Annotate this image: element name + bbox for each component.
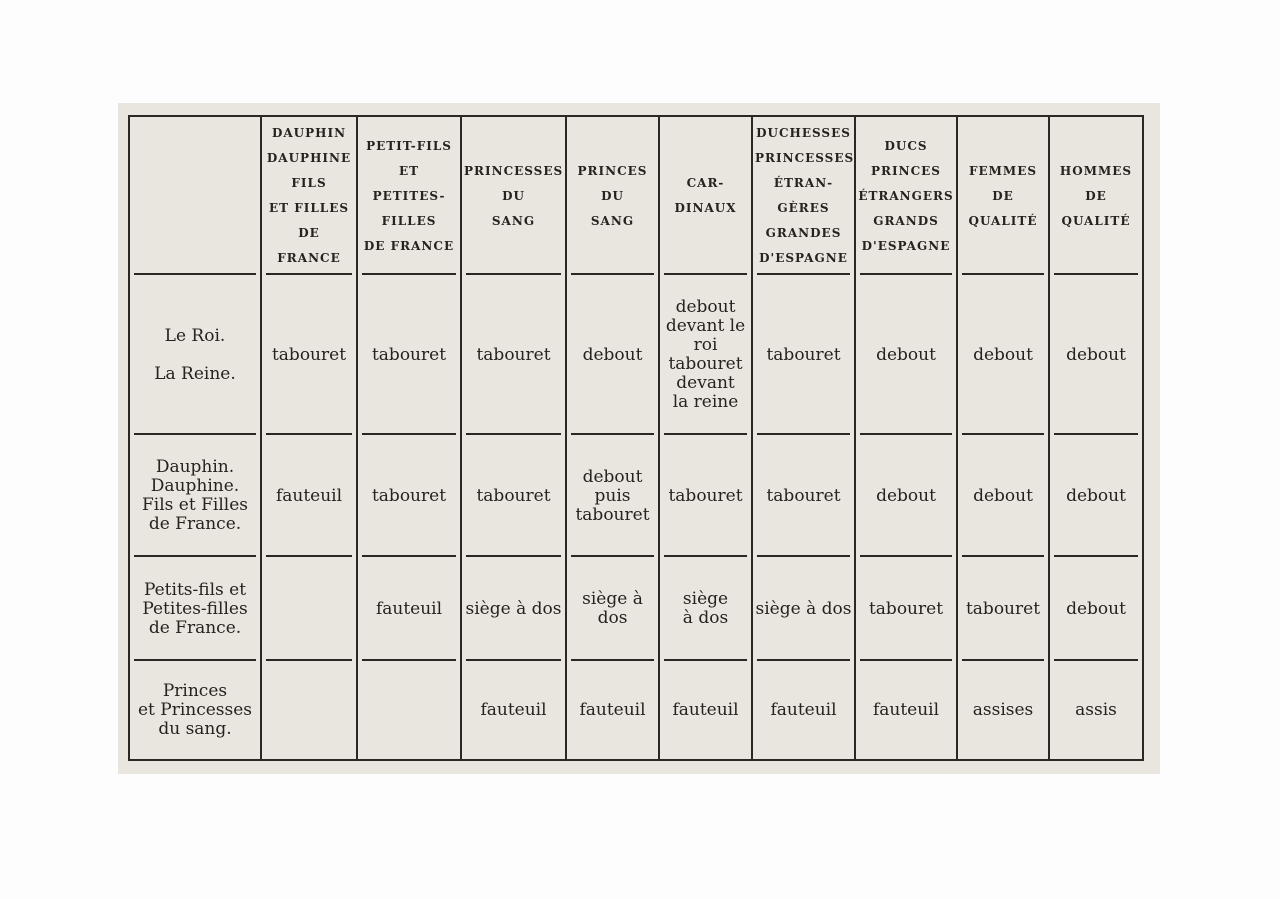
table-cell — [753, 435, 856, 557]
cell-value: fauteuil — [872, 699, 940, 720]
table-cell — [462, 661, 567, 759]
row-label: Dauphin. Dauphine. Fils et Filles de France. — [142, 457, 248, 534]
header-cell — [358, 117, 462, 275]
table-cell — [753, 661, 856, 759]
table-cell — [262, 275, 358, 435]
cell-value: fauteuil — [375, 598, 443, 619]
table-cell — [958, 661, 1050, 759]
row-label-cell — [130, 435, 262, 557]
table-cell — [753, 557, 856, 661]
table-cell — [567, 661, 660, 759]
table-cell — [358, 661, 462, 759]
cell-value: siège à dos — [582, 589, 643, 628]
table-cell — [1050, 275, 1142, 435]
table-cell — [856, 435, 958, 557]
cell-value: fauteuil — [480, 699, 547, 720]
cell-value: siège à dos — [682, 589, 729, 628]
table-cell — [660, 435, 753, 557]
cell-value: fauteuil — [672, 699, 739, 720]
header-label: PRINCESSES DU SANG — [464, 163, 564, 228]
cell-value: assises — [972, 699, 1034, 720]
header-label: PRINCES DU SANG — [577, 163, 648, 228]
header-cell — [462, 117, 567, 275]
table-cell — [958, 275, 1050, 435]
header-label: DAUPHIN DAUPHINE FILS ET FILLES DE FRANCE — [266, 126, 352, 265]
table-cell — [262, 557, 358, 661]
table-cell — [1050, 435, 1142, 557]
table-cell — [462, 275, 567, 435]
cell-value: tabouret — [371, 485, 447, 506]
header-label: FEMMES DE QUALITÉ — [968, 163, 1038, 228]
header-cell-corner — [130, 117, 262, 275]
table-cell — [753, 275, 856, 435]
cell-value: assis — [1075, 699, 1117, 720]
table-row — [130, 661, 1142, 759]
scanned-page — [118, 103, 1160, 774]
etiquette-table — [130, 117, 1142, 759]
header-label: PETIT-FILS ET PETITES- FILLES DE FRANCE — [363, 138, 455, 253]
table-cell — [262, 435, 358, 557]
table-cell — [567, 275, 660, 435]
table-cell — [262, 661, 358, 759]
header-label: DUCHESSES PRINCESSES ÉTRAN- GÈRES GRANDES D'ESPAGNE — [755, 126, 855, 265]
header-cell — [567, 117, 660, 275]
table-cell — [856, 275, 958, 435]
table-cell — [958, 557, 1050, 661]
cell-value: tabouret — [271, 344, 347, 365]
cell-value: siège à dos — [755, 598, 852, 619]
cell-value: siège à dos — [465, 598, 562, 619]
header-cell — [1050, 117, 1142, 275]
table-cell — [358, 557, 462, 661]
header-label: HOMMES DE QUALITÉ — [1059, 163, 1133, 228]
table-cell — [462, 435, 567, 557]
cell-value: debout — [1066, 485, 1126, 506]
row-label: Le Roi. La Reine. — [154, 325, 236, 384]
cell-value: debout — [582, 344, 643, 365]
row-label-cell — [130, 661, 262, 759]
cell-value: tabouret — [965, 598, 1041, 619]
row-label-cell — [130, 557, 262, 661]
header-cell — [958, 117, 1050, 275]
table-cell — [462, 557, 567, 661]
cell-value: tabouret — [766, 485, 841, 506]
table-cell — [1050, 661, 1142, 759]
table-cell — [660, 557, 753, 661]
cell-value: debout puis tabouret — [575, 466, 650, 525]
cell-value: tabouret — [868, 598, 944, 619]
cell-value: tabouret — [766, 344, 841, 365]
cell-value: fauteuil — [770, 699, 837, 720]
row-label: Petits-fils et Petites-filles de France. — [142, 579, 248, 638]
table-row — [130, 557, 1142, 661]
table-frame — [128, 115, 1144, 761]
table-cell — [660, 661, 753, 759]
table-row — [130, 275, 1142, 435]
table-cell — [1050, 557, 1142, 661]
row-label: Princes et Princesses du sang. — [137, 680, 253, 739]
header-cell — [856, 117, 958, 275]
table-cell — [567, 435, 660, 557]
header-label: DUCS PRINCES ÉTRANGERS GRANDS D'ESPAGNE — [858, 138, 954, 253]
table-cell — [358, 275, 462, 435]
cell-value: tabouret — [371, 344, 447, 365]
table-cell — [567, 557, 660, 661]
cell-value: debout — [973, 344, 1033, 365]
row-label-cell — [130, 275, 262, 435]
table-cell — [358, 435, 462, 557]
cell-value: debout devant le roi tabouret devant la reine — [665, 297, 746, 412]
table-cell — [660, 275, 753, 435]
cell-value: debout — [973, 485, 1033, 506]
table-row — [130, 435, 1142, 557]
table-cell — [856, 557, 958, 661]
header-cell — [753, 117, 856, 275]
cell-value: fauteuil — [275, 485, 343, 506]
cell-value: debout — [1066, 598, 1126, 619]
cell-value: tabouret — [476, 344, 551, 365]
header-cell — [262, 117, 358, 275]
cell-value: fauteuil — [579, 699, 646, 720]
cell-value: debout — [876, 344, 936, 365]
header-label: CAR- DINAUX — [674, 176, 737, 215]
header-row — [130, 117, 1142, 275]
cell-value: tabouret — [476, 485, 551, 506]
cell-value: debout — [876, 485, 936, 506]
header-cell — [660, 117, 753, 275]
cell-value: tabouret — [668, 485, 743, 506]
cell-value: debout — [1066, 344, 1126, 365]
table-cell — [958, 435, 1050, 557]
table-cell — [856, 661, 958, 759]
